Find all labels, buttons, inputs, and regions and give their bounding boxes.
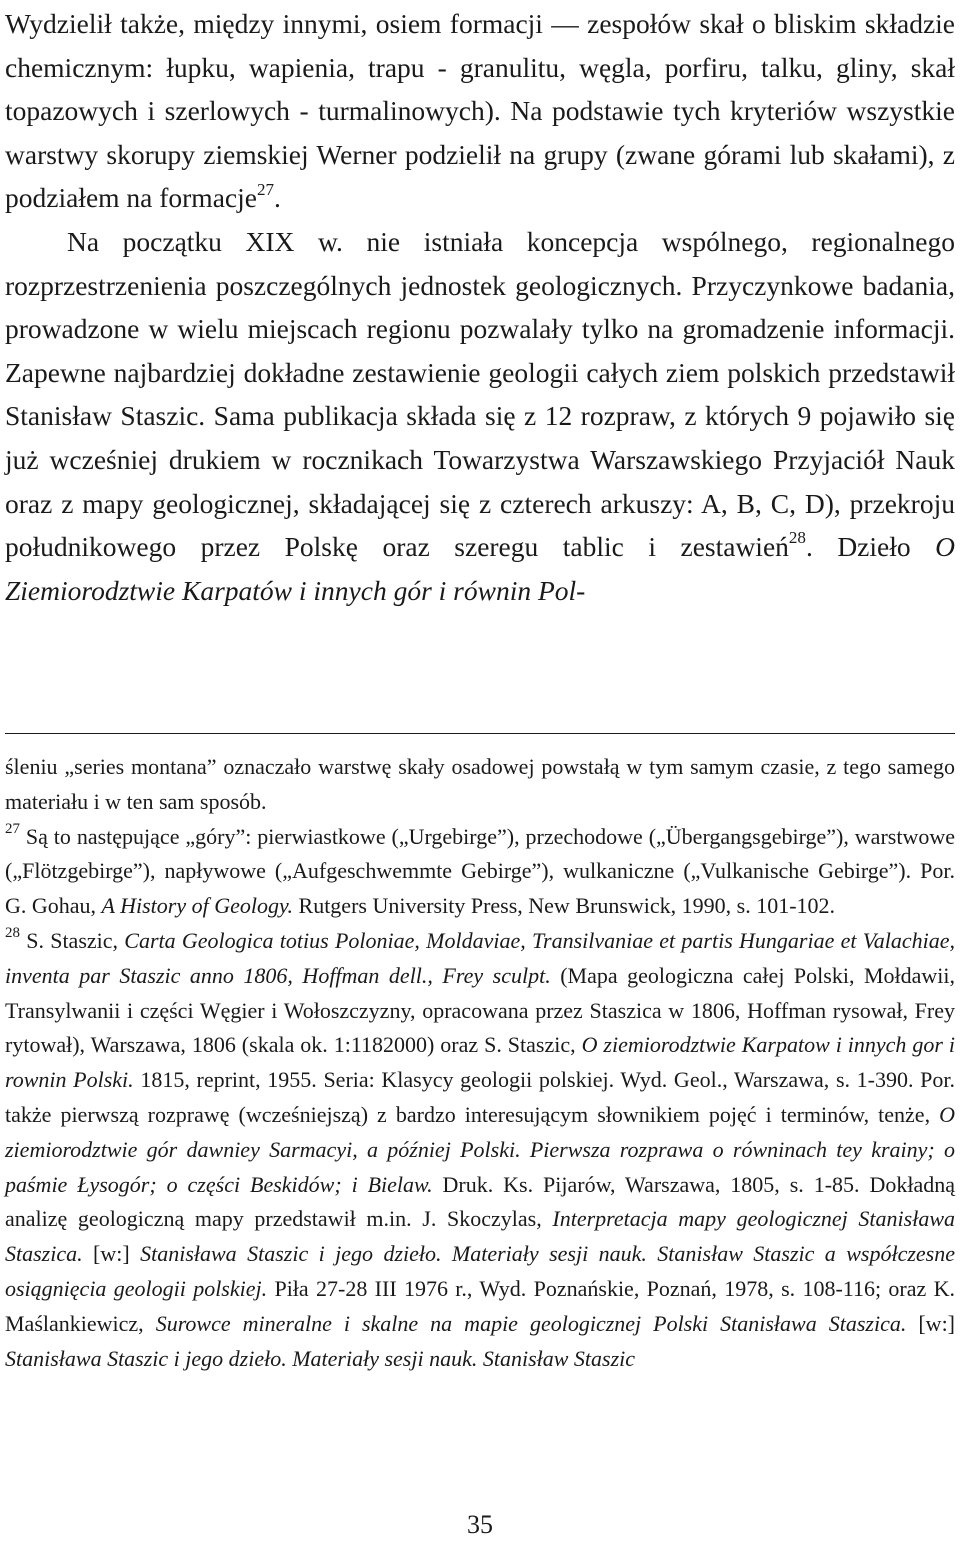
footnote-text: Są to następujące „góry”: pierwiastkowe („Urgebirge”), przechodowe („Übergangsgebirge”), warstwowe („Flötzgebirge”), napływowe („Aufgeschwemmte Gebirge”), wulkaniczne („Vulkanische Gebirge”). Por. G. Gohau, [5, 823, 955, 919]
main-text [5, 2, 955, 612]
footnotes [5, 750, 955, 1376]
footnote-28 [5, 924, 955, 1376]
footnote-number: 28 [5, 925, 20, 942]
citation-title: Carta Geologica totius Poloniae, Moldaviae, Transilvaniae et partis Hungariae et Valachiae, inventa par Staszic anno 1806, Hoffman dell., Frey sculpt. [5, 927, 955, 988]
footnote-number: 27 [5, 821, 20, 838]
citation-title: Interpretacja mapy geologicznej Stanisława Staszica. [5, 1206, 955, 1267]
footnote-text: Druk. Ks. Pijarów, Warszawa, 1805, s. 1-85. Dokładną analizę geologiczną mapy przedstawił m.in. J. Skoczylas, [5, 1171, 956, 1232]
paragraph-text: . Dzieło [805, 531, 936, 563]
footnote-ref-27[interactable]: 27 [256, 179, 274, 199]
footnote-text: 1815, reprint, 1955. Seria: Klasycy geologii polskiej. Wyd. Geol., Warszawa, s. 1-390. Por. także pierwszą rozprawę (wcześniejszą) z bardzo interesującym słownikiem pojęć i terminów, tenże, [5, 1067, 955, 1127]
footnote-text: [w:] [82, 1241, 141, 1267]
footnote-text: [w:] [906, 1310, 956, 1336]
footnote-text: S. Staszic, [19, 927, 125, 953]
paragraph-1 [5, 2, 955, 220]
paragraph-text: . [274, 182, 281, 214]
citation-title: Surowce mineralne i skalne na mapie geologicznej Polski Stanisława Staszica. [155, 1310, 907, 1336]
paragraph-text: Na początku XIX w. nie istniała koncepcja wspólnego, regionalnego rozprzestrzenienia poszczególnych jednostek geologicznych. Przyczynkowe badania, prowadzone w wielu miejscach regionu pozwalały tylko na gromadzenie informacji. Zapewne najbardziej dokładne zestawienie geologii całych ziem polskich przedstawił Stanisław Staszic. Sama publikacja składa się z 12 rozpraw, z których 9 pojawiło się już wcześniej drukiem w rocznikach Towarzystwa Warszawskiego Przyjaciół Nauk oraz z mapy geologicznej, składającej się z czterech arkuszy: A, B, C, D), przekroju południkowego przez Polskę oraz szeregu tablic i zestawień [5, 225, 955, 563]
citation-title: Stanisława Staszic i jego dzieło. Materiały sesji nauk. Stanisław Staszic [5, 1345, 636, 1371]
footnote-text: Rutgers University Press, New Brunswick, 1990, s. 101-102. [293, 893, 836, 919]
paragraph-2 [5, 220, 955, 612]
paragraph-text: Wydzielił także, między innymi, osiem formacji — zespołów skał o bliskim składzie chemicznym: łupku, wapienia, trapu - granulitu, węgla, porfiru, talku, gliny, skał topazowych i szerlowych - turmalinowych). Na podstawie tych kryteriów wszystkie warstwy skorupy ziemskiej Werner podzielił na grupy (zwane górami lub skałami), z podziałem na formacje [5, 8, 955, 214]
footnote-text: Piła 27-28 III 1976 r., Wyd. Poznańskie, Poznań, 1978, s. 108-116; oraz K. Maślankiewicz, [5, 1275, 955, 1336]
page-number: 35 [467, 1510, 493, 1539]
footnote-27 [5, 820, 955, 924]
footnote-text: (Mapa geologiczna całej Polski, Mołdawii, Transylwanii i części Węgier i Wołoszczyzny, opracowana przez Staszica w 1806, Hoffman rysował, Frey rytował), Warszawa, 1806 (skala ok. 1:1182000) oraz S. Staszic, [5, 962, 956, 1058]
citation-title: O ziemiorodztwie Karpatow i innych gor i rownin Polski. [5, 1032, 955, 1093]
footnote-continuation: śleniu „series montana” oznaczało warstwę skały osadowej powstałą w tym samym czasie, z tego samego materiału i w ten sam sposób. [5, 754, 955, 814]
citation-title: A History of Geology. [101, 893, 294, 919]
book-title: O Ziemiorodztwie Karpatów i innych gór i równin Pol- [5, 531, 955, 606]
footnote-separator [5, 733, 955, 734]
citation-title: Stanisława Staszic i jego dzieło. Materiały sesji nauk. Stanisław Staszic a współczesne osiągnięcia geologii polskiej. [5, 1241, 955, 1301]
citation-title: O ziemiorodztwie gór dawniey Sarmacyi, a później Polski. Pierwsza rozprawa o równinach tey krainy; o paśmie Łysogór; o części Beskidów; i Bielaw. [5, 1101, 955, 1197]
footnote-ref-28[interactable]: 28 [788, 528, 806, 548]
